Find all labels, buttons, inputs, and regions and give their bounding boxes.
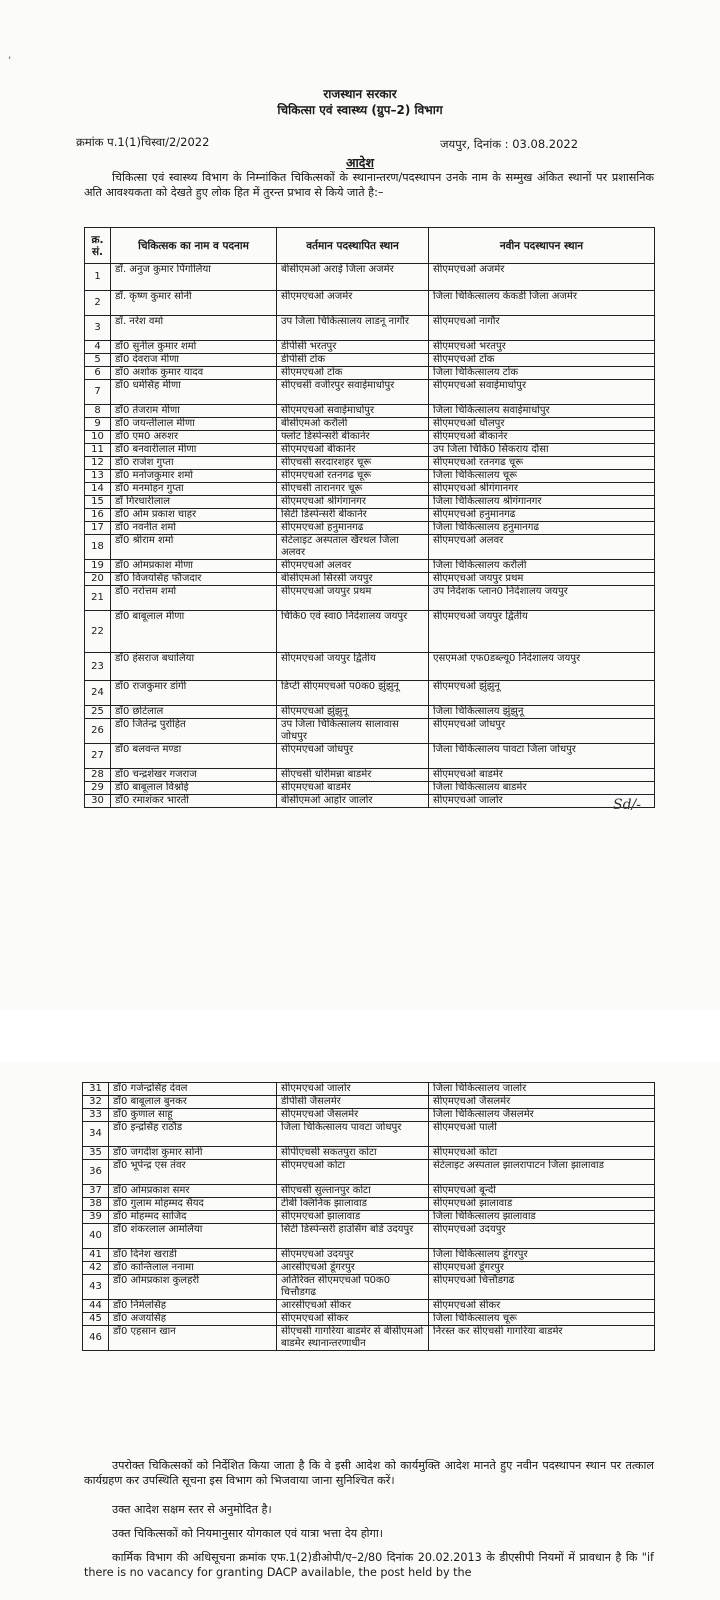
doctor-name-cell: डॉ0 छोटेलाल xyxy=(111,706,277,719)
new-post-cell: सीएमएचओ जयपुर प्रथम xyxy=(429,573,655,586)
doctor-name-cell: डॉ0 ओमप्रकाश कुलहरी xyxy=(109,1275,277,1300)
current-post-cell: सीएमएचओ बाडमेर xyxy=(277,782,429,795)
current-post-cell: सीएमएचओ जालोर xyxy=(277,1083,429,1096)
new-post-cell: सीएमएचओ बाडमेर xyxy=(429,769,655,782)
table-row xyxy=(85,681,655,706)
table-row xyxy=(85,483,655,496)
table-row xyxy=(83,1083,655,1096)
serial-cell: 29 xyxy=(85,782,111,795)
current-post-cell: सीएचसी वजीरपुर सवाईमाधोपुर xyxy=(277,380,429,405)
serial-cell: 1 xyxy=(85,264,111,291)
new-post-cell: सीएमएचओ भरतपुर xyxy=(429,341,655,354)
new-post-cell: सीएमएचओ नागौर xyxy=(429,316,655,341)
table-row xyxy=(83,1198,655,1211)
new-post-cell: जिला चिकित्सालय करौली xyxy=(429,560,655,573)
doctor-name-cell: डॉ0 धर्मसिंह मीणा xyxy=(111,380,277,405)
serial-cell: 46 xyxy=(83,1326,109,1351)
col-header-current-post: वर्तमान पदस्थापित स्थान xyxy=(277,228,429,264)
current-post-cell: सीएमएचओ श्रीगंगानगर xyxy=(277,496,429,509)
current-post-cell: सिटी डिस्पेन्सरी बीकानेर xyxy=(277,509,429,522)
current-post-cell: सीएमएचओ कोटा xyxy=(277,1160,429,1185)
new-post-cell: सीएमएचओ सवाईमाधोपुर xyxy=(429,380,655,405)
serial-cell: 36 xyxy=(83,1160,109,1185)
current-post-cell: टीबी क्लिनिक झालावाड xyxy=(277,1198,429,1211)
doctor-name-cell: डॉ0 एम0 अरुशर xyxy=(111,431,277,444)
current-post-cell: सीएमएचओ अजमेर xyxy=(277,291,429,316)
doctor-name-cell: डॉ0 नरोत्तम शर्मा xyxy=(111,586,277,611)
current-post-cell: सीएमएचओ सवाईमाधोपुर xyxy=(277,405,429,418)
table-row xyxy=(85,611,655,653)
new-post-cell: सीएमएचओ धौलपुर xyxy=(429,418,655,431)
new-post-cell: सेटेलाइट अस्पताल झालरापाटन जिला झालावाड xyxy=(429,1160,655,1185)
footer-instruction-paragraph: उपरोक्त चिकित्सकों को निर्देशित किया जाता है कि वे इसी आदेश को कार्यमुक्ति आदेश मानते हुए नवीन पदस्थापन स्थान पर तत्काल कार्यग्रहण कर उपस्थिति सूचना इस विभाग को भिजवाया जाना सुनिश्चित करें। xyxy=(84,1459,654,1487)
table-row xyxy=(85,782,655,795)
table-row xyxy=(83,1160,655,1185)
new-post-cell: जिला चिकित्सालय जालोर xyxy=(429,1083,655,1096)
doctor-name-cell: डॉ0 एहसान खान xyxy=(109,1326,277,1351)
serial-cell: 16 xyxy=(85,509,111,522)
doctor-name-cell: डॉ0 इन्द्रसिंह राठौड xyxy=(109,1122,277,1147)
doctor-name-cell: डॉ0 बाबूलाल विश्नोई xyxy=(111,782,277,795)
current-post-cell: सीपीएचसी सकतपुरा कोटा xyxy=(277,1147,429,1160)
current-post-cell: सेटेलाइट अस्पताल खैरथल जिला अलवर xyxy=(277,535,429,560)
new-post-cell: उप निदेशक प्लान0 निदेशालय जयपुर xyxy=(429,586,655,611)
table-row xyxy=(85,586,655,611)
new-post-cell: जिला चिकित्सालय बाडमेर xyxy=(429,782,655,795)
current-post-cell: बीसीएमओ आहोर जालोर xyxy=(277,795,429,808)
serial-cell: 26 xyxy=(85,719,111,744)
current-post-cell: सीएचसी सरदारशहर चूरू xyxy=(277,457,429,470)
footer-approval-line: उक्त आदेश सक्षम स्तर से अनुमोदित है। xyxy=(112,1503,272,1516)
serial-cell: 21 xyxy=(85,586,111,611)
col-header-doctor: चिकित्सक का नाम व पदनाम xyxy=(111,228,277,264)
serial-cell: 35 xyxy=(83,1147,109,1160)
table-row xyxy=(83,1300,655,1313)
doctor-name-cell: डॉ गिरधारीलाल xyxy=(111,496,277,509)
table-row xyxy=(85,535,655,560)
serial-cell: 37 xyxy=(83,1185,109,1198)
serial-cell: 34 xyxy=(83,1122,109,1147)
serial-cell: 22 xyxy=(85,611,111,653)
current-post-cell: सीएमएचओ बीकानेर xyxy=(277,444,429,457)
doctor-name-cell: डॉ0 हंसराज बधालिया xyxy=(111,653,277,681)
current-post-cell: चिकि0 एवं स्वा0 निदेशालय जयपुर xyxy=(277,611,429,653)
doctor-name-cell: डॉ0 चन्द्रशेखर गजराज xyxy=(111,769,277,782)
current-post-cell: अतिरिक्त सीएमएचओ प0क0 चित्तौडगढ xyxy=(277,1275,429,1300)
current-post-cell: सीएमएचओ रतनगढ चूरू xyxy=(277,470,429,483)
new-post-cell: सीएमएचओ टोंक xyxy=(429,354,655,367)
doctor-name-cell: डॉ0 भूपेन्द्र एस तंवर xyxy=(109,1160,277,1185)
current-post-cell: सीएचसी गागरिया बाडमेर से बीसीएमओ बाडमेर स्थानान्तरणाधीन xyxy=(277,1326,429,1351)
current-post-cell: सीएचसी धोरीमन्ना बाडमेर xyxy=(277,769,429,782)
doctor-name-cell: डॉ0 ओमप्रकाश समर xyxy=(109,1185,277,1198)
header-department: चिकित्सा एवं स्वास्थ्य (ग्रुप–2) विभाग xyxy=(277,103,443,117)
new-post-cell: सीएमएचओ जयपुर द्वितीय xyxy=(429,611,655,653)
new-post-cell: निरस्त कर सीएचसी गागरिया बाडमेर xyxy=(429,1326,655,1351)
table-row xyxy=(85,380,655,405)
current-post-cell: आरसीएचओ डूंगरपुर xyxy=(277,1262,429,1275)
table-row xyxy=(85,470,655,483)
new-post-cell: सीएमएचओ हनुमानगढ xyxy=(429,509,655,522)
doctor-name-cell: डॉ0 गजेन्द्रसिंह देवल xyxy=(109,1083,277,1096)
doctor-name-cell: डॉ0 शंकरलाल आमलिया xyxy=(109,1224,277,1249)
table-row xyxy=(85,457,655,470)
serial-cell: 4 xyxy=(85,341,111,354)
new-post-cell: जिला चिकित्सालय श्रीगंगानगर xyxy=(429,496,655,509)
doctor-name-cell: डॉ0 निर्मलसिंह xyxy=(109,1300,277,1313)
table-row xyxy=(85,560,655,573)
table-row xyxy=(85,795,655,808)
current-post-cell: डीपीसी भरतपुर xyxy=(277,341,429,354)
table-row xyxy=(85,444,655,457)
current-post-cell: डीपीसी टोंक xyxy=(277,354,429,367)
new-post-cell: सीएमएचओ पाली xyxy=(429,1122,655,1147)
table-row xyxy=(85,522,655,535)
scan-mark: , xyxy=(8,50,12,61)
table-row xyxy=(83,1122,655,1147)
table-row xyxy=(83,1275,655,1300)
serial-cell: 45 xyxy=(83,1313,109,1326)
new-post-cell: जिला चिकित्सालय चूरू xyxy=(429,1313,655,1326)
new-post-cell: सीएमएचओ बीकानेर xyxy=(429,431,655,444)
doctor-name-cell: डॉ0 दिनेश खराडी xyxy=(109,1249,277,1262)
table-row xyxy=(83,1224,655,1249)
new-post-cell: सीएमएचओ डूंगरपुर xyxy=(429,1262,655,1275)
doctor-name-cell: डॉ0 तेजराम मीणा xyxy=(111,405,277,418)
table-row xyxy=(85,405,655,418)
table-row xyxy=(83,1185,655,1198)
serial-cell: 38 xyxy=(83,1198,109,1211)
current-post-cell: सीएमएचओ टोंक xyxy=(277,367,429,380)
new-post-cell: जिला चिकित्सालय हनुमानगढ xyxy=(429,522,655,535)
doctor-name-cell: डॉ0 कान्तिलाल ननामा xyxy=(109,1262,277,1275)
new-post-cell: जिला चिकित्सालय चूरू xyxy=(429,470,655,483)
table-row xyxy=(85,573,655,586)
table-row xyxy=(83,1109,655,1122)
table-row xyxy=(85,354,655,367)
doctor-name-cell: डॉ0 विजयसिंह फौजदार xyxy=(111,573,277,586)
serial-cell: 42 xyxy=(83,1262,109,1275)
table-row xyxy=(83,1313,655,1326)
col-header-serial: क्र. सं. xyxy=(85,228,111,264)
order-number: क्रमांक प.1(1)चिस्वा/2/2022 xyxy=(76,135,210,149)
order-title: आदेश xyxy=(346,155,374,170)
current-post-cell: सीएमएचओ सीकर xyxy=(277,1313,429,1326)
current-post-cell: डीपीसी जैसलमेर xyxy=(277,1096,429,1109)
current-post-cell: जिला चिकित्सालय पावटा जोधपुर xyxy=(277,1122,429,1147)
table-row xyxy=(85,431,655,444)
serial-cell: 33 xyxy=(83,1109,109,1122)
new-post-cell: सीएमएचओ चित्तौडगढ xyxy=(429,1275,655,1300)
new-post-cell: सीएमएचओ जोधपुर xyxy=(429,719,655,744)
doctor-name-cell: डॉ0 राजेश गुप्ता xyxy=(111,457,277,470)
new-post-cell: सीएमएचओ अजमेर xyxy=(429,264,655,291)
serial-cell: 24 xyxy=(85,681,111,706)
new-post-cell: जिला चिकित्सालय केकडी जिला अजमेर xyxy=(429,291,655,316)
current-post-cell: सीएमएचओ उदयपुर xyxy=(277,1249,429,1262)
new-post-cell: एसएमओ एफ0डब्ल्यू0 निदेशालय जयपुर xyxy=(429,653,655,681)
current-post-cell: आरसीएचओ सीकर xyxy=(277,1300,429,1313)
table-row xyxy=(85,367,655,380)
new-post-cell: उप जिला चिकि0 सिकराय दौसा xyxy=(429,444,655,457)
current-post-cell: उप जिला चिकित्सालय लाडनू नागौर xyxy=(277,316,429,341)
new-post-cell: सीएमएचओ श्रीगंगानगर xyxy=(429,483,655,496)
current-post-cell: बीसीएमओ अराई जिला अजमेर xyxy=(277,264,429,291)
serial-cell: 27 xyxy=(85,744,111,769)
serial-cell: 39 xyxy=(83,1211,109,1224)
table-row xyxy=(85,316,655,341)
serial-cell: 25 xyxy=(85,706,111,719)
serial-cell: 14 xyxy=(85,483,111,496)
serial-cell: 12 xyxy=(85,457,111,470)
serial-cell: 28 xyxy=(85,769,111,782)
new-post-cell: जिला चिकित्सालय डूंगरपुर xyxy=(429,1249,655,1262)
serial-cell: 6 xyxy=(85,367,111,380)
serial-cell: 31 xyxy=(83,1083,109,1096)
current-post-cell: सीएमएचओ हनुमानगढ xyxy=(277,522,429,535)
doctor-name-cell: डॉ0 राजकुमार डांगी xyxy=(111,681,277,706)
new-post-cell: सीएमएचओ झुंझुनू xyxy=(429,681,655,706)
table-row xyxy=(83,1326,655,1351)
serial-cell: 43 xyxy=(83,1275,109,1300)
serial-cell: 5 xyxy=(85,354,111,367)
doctor-name-cell: डॉ0 बाबूलाल मीणा xyxy=(111,611,277,653)
serial-cell: 44 xyxy=(83,1300,109,1313)
table-row xyxy=(85,719,655,744)
current-post-cell: सीएमएचओ जयपुर द्वितीय xyxy=(277,653,429,681)
current-post-cell: सीएचसी तारानगर चूरू xyxy=(277,483,429,496)
doctor-name-cell: डॉ0 जितेन्द्र पुरोहित xyxy=(111,719,277,744)
table-row xyxy=(83,1262,655,1275)
serial-cell: 8 xyxy=(85,405,111,418)
new-post-cell: जिला चिकित्सालय पावटा जिला जोधपुर xyxy=(429,744,655,769)
current-post-cell: सीएचसी सुल्तानपुर कोटा xyxy=(277,1185,429,1198)
serial-cell: 10 xyxy=(85,431,111,444)
col-header-new-post: नवीन पदस्थापन स्थान xyxy=(429,228,655,264)
current-post-cell: डिप्टी सीएमएचओ प0क0 झुंझुनू xyxy=(277,681,429,706)
new-post-cell: सीएमएचओ जालोर xyxy=(429,795,655,808)
doctor-name-cell: डॉ0 ओम प्रकाश चाहर xyxy=(111,509,277,522)
table-row xyxy=(85,341,655,354)
table-row xyxy=(85,291,655,316)
serial-cell: 18 xyxy=(85,535,111,560)
doctor-name-cell: डॉ0 बाबूलाल बुनकर xyxy=(109,1096,277,1109)
serial-cell: 11 xyxy=(85,444,111,457)
order-place-date: जयपुर, दिनांक : 03.08.2022 xyxy=(440,137,579,151)
table-row xyxy=(83,1211,655,1224)
serial-cell: 40 xyxy=(83,1224,109,1249)
current-post-cell: सीएमएचओ जोधपुर xyxy=(277,744,429,769)
serial-cell: 17 xyxy=(85,522,111,535)
doctor-name-cell: डॉ0 नवनीत शर्मा xyxy=(111,522,277,535)
serial-cell: 19 xyxy=(85,560,111,573)
header-government: राजस्थान सरकार xyxy=(323,87,397,101)
new-post-cell: सीएमएचओ उदयपुर xyxy=(429,1224,655,1249)
page-gap xyxy=(0,1010,720,1062)
doctor-name-cell: डॉ0 मनमोहन गुप्ता xyxy=(111,483,277,496)
order-intro-paragraph: चिकित्सा एवं स्वास्थ्य विभाग के निम्नांकित चिकित्सकों के स्थानान्तरण/पदस्थापन उनके नाम के सम्मुख अंकित स्थानों पर प्रशासनिक अति आवश्यकता को देखते हुए लोक हित में तुरन्त प्रभाव से किये जाते है:– xyxy=(84,171,654,199)
current-post-cell: सीएमएचओ झुंझुनू xyxy=(277,706,429,719)
new-post-cell: जिला चिकित्सालय सवाईमाधोपुर xyxy=(429,405,655,418)
serial-cell: 32 xyxy=(83,1096,109,1109)
doctor-name-cell: डॉ0 श्रीराम शर्मा xyxy=(111,535,277,560)
serial-cell: 13 xyxy=(85,470,111,483)
doctor-name-cell: डॉ0 अजयसिंह xyxy=(109,1313,277,1326)
table-row xyxy=(85,264,655,291)
table-row xyxy=(85,744,655,769)
table-row xyxy=(85,706,655,719)
doctor-name-cell: डॉ0 रमाशंकर भारती xyxy=(111,795,277,808)
footer-allowance-line: उक्त चिकित्सकों को नियमानुसार योगकाल एवं यात्रा भत्ता देय होगा। xyxy=(112,1527,383,1540)
current-post-cell: सीएमएचओ झालावाड xyxy=(277,1211,429,1224)
new-post-cell: जिला चिकित्सालय जैसलमेर xyxy=(429,1109,655,1122)
document-page-2 xyxy=(0,1062,720,1600)
serial-cell: 9 xyxy=(85,418,111,431)
doctor-name-cell: डॉ0 सुनील कुमार शर्मा xyxy=(111,341,277,354)
serial-cell: 41 xyxy=(83,1249,109,1262)
doctor-name-cell: डॉ. कृष्ण कुमार सोनी xyxy=(111,291,277,316)
doctor-name-cell: डॉ0 बलवन्त मण्डा xyxy=(111,744,277,769)
transfer-table-part-2 xyxy=(82,1082,655,1351)
footer-dacp-paragraph: कार्मिक विभाग की अधिसूचना क्रमांक एफ.1(2)डीओपी/ए–2/80 दिनांक 20.02.2013 के डीएसीपी नियमों में प्रावधान है कि "if there is no vacancy for granting DACP available, the post held by the xyxy=(84,1551,654,1579)
serial-cell: 23 xyxy=(85,653,111,681)
table-row xyxy=(83,1249,655,1262)
initials-signature: Sd/- xyxy=(613,797,641,813)
serial-cell: 2 xyxy=(85,291,111,316)
table-row xyxy=(83,1147,655,1160)
doctor-name-cell: डॉ0 गुलाम मोहम्मद सैयद xyxy=(109,1198,277,1211)
new-post-cell: सीएमएचओ झालावाड xyxy=(429,1198,655,1211)
table-row xyxy=(85,509,655,522)
transfer-table-part-1 xyxy=(84,227,655,808)
serial-cell: 3 xyxy=(85,316,111,341)
current-post-cell: सीएमएचओ जैसलमेर xyxy=(277,1109,429,1122)
doctor-name-cell: डॉ0 कुणाल साहू xyxy=(109,1109,277,1122)
doctor-name-cell: डॉ0 मनोजकुमार शर्मा xyxy=(111,470,277,483)
doctor-name-cell: डॉ0 देवराज मीणा xyxy=(111,354,277,367)
table-row xyxy=(85,653,655,681)
table-row xyxy=(83,1096,655,1109)
doctor-name-cell: डॉ0 जगदीश कुमार सोनी xyxy=(109,1147,277,1160)
serial-cell: 20 xyxy=(85,573,111,586)
doctor-name-cell: डॉ0 ओमप्रकाश मीणा xyxy=(111,560,277,573)
serial-cell: 30 xyxy=(85,795,111,808)
table-header-row xyxy=(85,228,655,264)
current-post-cell: फ्लोट डिस्पेन्सरी बीकानेर xyxy=(277,431,429,444)
doctor-name-cell: डॉ0 बनवारीलाल मीणा xyxy=(111,444,277,457)
new-post-cell: सीएमएचओ सीकर xyxy=(429,1300,655,1313)
current-post-cell: सिटी डिस्पेन्सरी हाउसिंग बोर्ड उदयपुर xyxy=(277,1224,429,1249)
new-post-cell: सीएमएचओ रतनगढ चूरू xyxy=(429,457,655,470)
new-post-cell: सीएमएचओ बून्दी xyxy=(429,1185,655,1198)
serial-cell: 15 xyxy=(85,496,111,509)
table-row xyxy=(85,418,655,431)
doctor-name-cell: डॉ0 मोहम्मद साजिद xyxy=(109,1211,277,1224)
current-post-cell: सीएमएचओ अलवर xyxy=(277,560,429,573)
doctor-name-cell: डॉ. नरेश वर्मा xyxy=(111,316,277,341)
doctor-name-cell: डॉ. अनुज कुमार पिंगोलिया xyxy=(111,264,277,291)
new-post-cell: जिला चिकित्सालय झुंझुनू xyxy=(429,706,655,719)
table-row xyxy=(85,769,655,782)
doctor-name-cell: डॉ0 जयन्तीलाल मीणा xyxy=(111,418,277,431)
current-post-cell: उप जिला चिकित्सालय सालावास जोधपुर xyxy=(277,719,429,744)
new-post-cell: सीएमएचओ अलवर xyxy=(429,535,655,560)
current-post-cell: बीसीएमओ करौली xyxy=(277,418,429,431)
doctor-name-cell: डॉ0 अशोक कुमार यादव xyxy=(111,367,277,380)
serial-cell: 7 xyxy=(85,380,111,405)
new-post-cell: सीएमएचओ कोटा xyxy=(429,1147,655,1160)
current-post-cell: बीसीएमओ सिरसी जयपुर xyxy=(277,573,429,586)
table-row xyxy=(85,496,655,509)
current-post-cell: सीएमएचओ जयपुर प्रथम xyxy=(277,586,429,611)
new-post-cell: जिला चिकित्सालय झालावाड xyxy=(429,1211,655,1224)
new-post-cell: सीएमएचओ जैसलमेर xyxy=(429,1096,655,1109)
new-post-cell: जिला चिकित्सालय टोंक xyxy=(429,367,655,380)
